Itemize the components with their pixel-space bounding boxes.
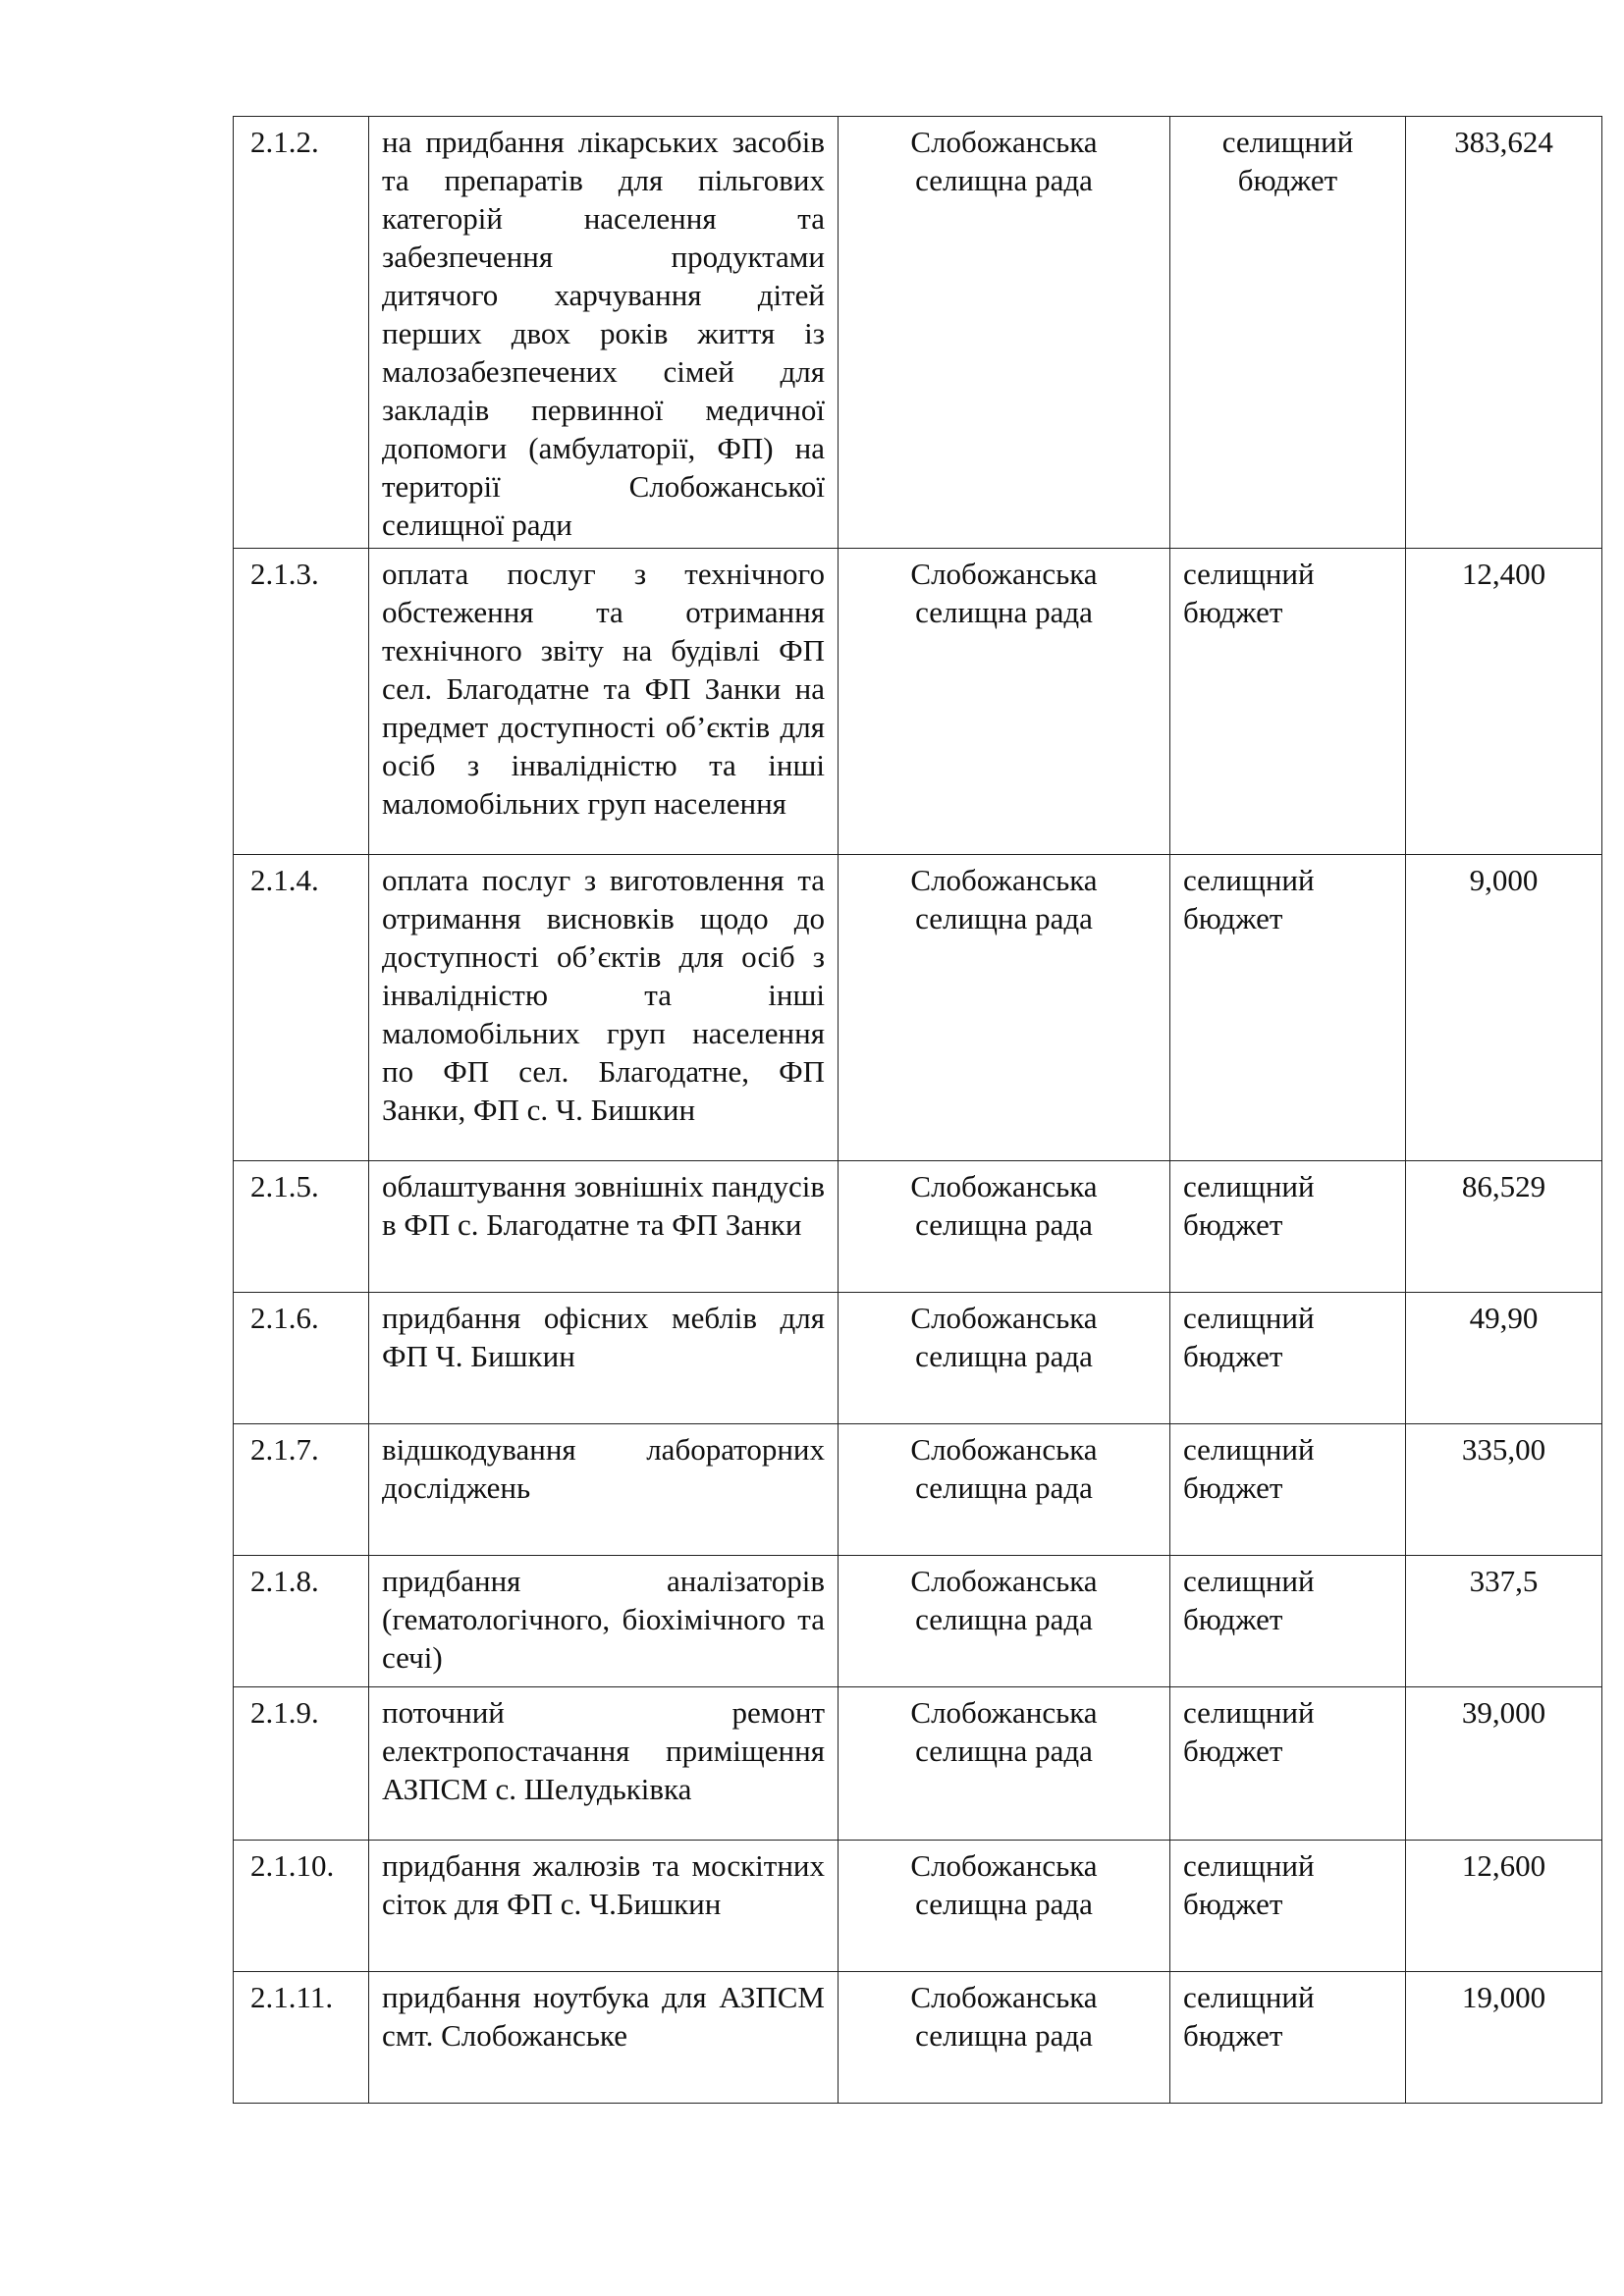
executor-line-1: Слобожанська [910, 1564, 1098, 1598]
funding-source-cell [1170, 1972, 1406, 2104]
table-row [234, 549, 1602, 855]
amount-cell: 12,400 [1406, 549, 1602, 855]
executor-cell [839, 1556, 1170, 1687]
executor-cell [839, 117, 1170, 549]
executor-cell [839, 1972, 1170, 2104]
amount-cell: 19,000 [1406, 1972, 1602, 2104]
row-number: 2.1.11. [234, 1972, 369, 2104]
amount-cell: 9,000 [1406, 855, 1602, 1161]
budget-table [233, 116, 1602, 2104]
executor-line-1: Слобожанська [910, 557, 1098, 591]
amount-cell: 12,600 [1406, 1841, 1602, 1972]
funding-source-line-1: селищний [1183, 1695, 1315, 1730]
row-number: 2.1.2. [234, 117, 369, 549]
amount-cell: 49,90 [1406, 1293, 1602, 1424]
measure-description: відшкодування лабораторних досліджень [369, 1424, 839, 1556]
funding-source-cell [1170, 855, 1406, 1161]
funding-source-line-2: бюджет [1183, 595, 1283, 629]
measure-description: придбання офісних меблів для ФП Ч. Бишкин [369, 1293, 839, 1424]
executor-line-1: Слобожанська [910, 1848, 1098, 1883]
executor-line-2: селищна рада [915, 1734, 1093, 1768]
funding-source-cell [1170, 1841, 1406, 1972]
executor-line-2: селищна рада [915, 1887, 1093, 1921]
measure-description: поточний ремонт електропостачання приміщення АЗПСМ с. Шелудьківка [369, 1687, 839, 1841]
executor-line-1: Слобожанська [910, 1301, 1098, 1335]
funding-source-cell [1170, 1293, 1406, 1424]
executor-line-2: селищна рада [915, 1339, 1093, 1373]
funding-source-line-2: бюджет [1183, 1602, 1283, 1636]
executor-line-2: селищна рада [915, 595, 1093, 629]
executor-cell [839, 1424, 1170, 1556]
row-number: 2.1.3. [234, 549, 369, 855]
funding-source-cell [1170, 1556, 1406, 1687]
funding-source-line-1: селищний [1183, 1564, 1315, 1598]
table-row [234, 1424, 1602, 1556]
funding-source-line-1: селищний [1183, 1301, 1315, 1335]
table-row [234, 1293, 1602, 1424]
amount-cell: 383,624 [1406, 117, 1602, 549]
amount-cell: 335,00 [1406, 1424, 1602, 1556]
table-row [234, 855, 1602, 1161]
executor-cell [839, 549, 1170, 855]
executor-cell [839, 1293, 1170, 1424]
amount-cell: 337,5 [1406, 1556, 1602, 1687]
measure-description: придбання аналізаторів (гематологічного, біохімічного та сечі) [369, 1556, 839, 1687]
executor-cell [839, 1841, 1170, 1972]
executor-line-1: Слобожанська [910, 125, 1098, 159]
funding-source-cell [1170, 1161, 1406, 1293]
table-row [234, 117, 1602, 549]
measure-description: на придбання лікарських засобів та препаратів для пільгових категорій населення та забезпечення продуктами дитячого харчування дітей перших двох років життя із малозабезпечених сімей для закладів первинної медичної допомоги (амбулаторії, ФП) на території Слобожанської селищної ради [369, 117, 839, 549]
measure-description: оплата послуг з виготовлення та отримання висновків щодо до доступності об’єктів для осіб з інвалідністю та інші маломобільних груп населення по ФП сел. Благодатне, ФП Занки, ФП с. Ч. Бишкин [369, 855, 839, 1161]
measure-description: оплата послуг з технічного обстеження та отримання технічного звіту на будівлі ФП сел. Благодатне та ФП Занки на предмет доступності об’єктів для осіб з інвалідністю та інші маломобільних груп населення [369, 549, 839, 855]
amount-cell: 86,529 [1406, 1161, 1602, 1293]
executor-line-1: Слобожанська [910, 1980, 1098, 2014]
funding-source-line-1: селищний [1183, 863, 1315, 897]
executor-line-1: Слобожанська [910, 1169, 1098, 1203]
executor-cell [839, 1161, 1170, 1293]
row-number: 2.1.6. [234, 1293, 369, 1424]
funding-source-line-1: селищний [1183, 1980, 1315, 2014]
measure-description: придбання жалюзів та москітних сіток для ФП с. Ч.Бишкин [369, 1841, 839, 1972]
row-number: 2.1.9. [234, 1687, 369, 1841]
executor-line-1: Слобожанська [910, 1432, 1098, 1467]
executor-line-2: селищна рада [915, 1470, 1093, 1505]
funding-source-cell [1170, 549, 1406, 855]
funding-source-line-2: бюджет [1183, 1470, 1283, 1505]
row-number: 2.1.8. [234, 1556, 369, 1687]
executor-line-2: селищна рада [915, 901, 1093, 935]
funding-source-line-1: селищний [1183, 1169, 1315, 1203]
executor-cell [839, 855, 1170, 1161]
funding-source-line-2: бюджет [1183, 1734, 1283, 1768]
executor-line-2: селищна рада [915, 163, 1093, 197]
funding-source-line-2: бюджет [1183, 1339, 1283, 1373]
funding-source-line-1: селищний [1221, 125, 1354, 159]
table-row [234, 1687, 1602, 1841]
row-number: 2.1.5. [234, 1161, 369, 1293]
amount-cell: 39,000 [1406, 1687, 1602, 1841]
funding-source-line-2: бюджет [1183, 901, 1283, 935]
executor-cell [839, 1687, 1170, 1841]
funding-source-cell [1170, 1424, 1406, 1556]
funding-source-line-1: селищний [1183, 1848, 1315, 1883]
executor-line-1: Слобожанська [910, 863, 1098, 897]
table-row [234, 1161, 1602, 1293]
executor-line-2: селищна рада [915, 1602, 1093, 1636]
row-number: 2.1.10. [234, 1841, 369, 1972]
measure-description: облаштування зовнішніх пандусів в ФП с. Благодатне та ФП Занки [369, 1161, 839, 1293]
funding-source-line-2: бюджет [1183, 1887, 1283, 1921]
row-number: 2.1.4. [234, 855, 369, 1161]
executor-line-2: селищна рада [915, 2018, 1093, 2053]
table-row [234, 1841, 1602, 1972]
executor-line-1: Слобожанська [910, 1695, 1098, 1730]
funding-source-cell [1170, 1687, 1406, 1841]
executor-line-2: селищна рада [915, 1207, 1093, 1242]
row-number: 2.1.7. [234, 1424, 369, 1556]
table-row [234, 1556, 1602, 1687]
funding-source-line-2: бюджет [1183, 2018, 1283, 2053]
funding-source-cell [1170, 117, 1406, 549]
funding-source-line-2: бюджет [1237, 163, 1338, 197]
table-row [234, 1972, 1602, 2104]
funding-source-line-1: селищний [1183, 557, 1315, 591]
funding-source-line-2: бюджет [1183, 1207, 1283, 1242]
measure-description: придбання ноутбука для АЗПСМ смт. Слобожанське [369, 1972, 839, 2104]
funding-source-line-1: селищний [1183, 1432, 1315, 1467]
